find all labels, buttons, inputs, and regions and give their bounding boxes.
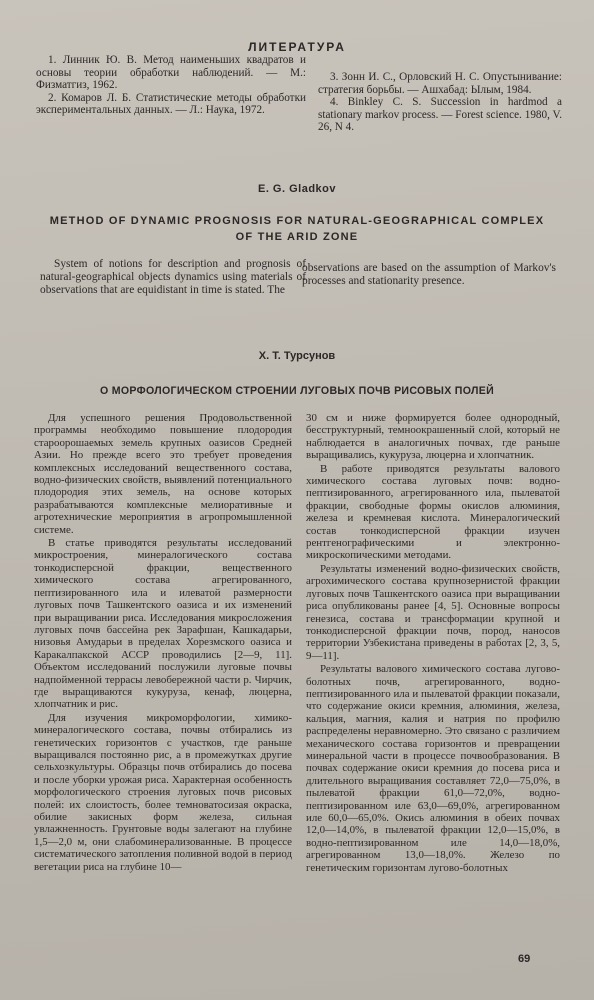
body-paragraph: Результаты валового химического состава лугово-болотных почв, агрегированного, водно-пептизированного ила и пылеватой фракции показали, что содержание окиси кремния, алюминия, железа, кальция, магния, калия и натрия по профилю распределены неравномерно. Это связано с различием механического состава горизонтов и превращении минеральной части в процессе почвообразования. В почвах содержание окиси кремния до посева риса и длительного выращивания составляет 72,0—75,0%, в пылеватой фракции 61,0—72,0%, водно-пептизированном иле 63,0—69,0%, агрегированном иле 60,0—65,0%. Окись алюминия в обеих почвах 12,0—14,0%, в пылеватой фракции 12,0—15,0%, в водно-пептизированном иле 14,0—18,0%, агрегированном 13,0—18,0%. Железо по генетическим горизонтам лугово-болотных (306, 663, 560, 874)
references-left-column (36, 54, 306, 117)
page-number: 69 (518, 953, 531, 965)
article-ru-author: Х. Т. Турсунов (258, 350, 336, 362)
references-right-column (318, 71, 562, 134)
references-heading: ЛИТЕРАТУРА (248, 40, 346, 54)
reference-item: 4. Binkley C. S. Succession in hardmod a stationary markov process. — Forest science. 1980, V. 26, N 4. (318, 96, 562, 134)
reference-item: 1. Линник Ю. В. Метод наименьших квадратов и основы теории обработки наблюдений. — М.: Физматгиз, 1962. (36, 54, 306, 92)
body-paragraph: Для успешного решения Продовольственной программы необходимо повышение плодородия староорошаемых земель крупных оазисов Средней Азии. Но прежде всего это требует проведения комплексных исследований вещественного состава, водно-физических свойств, выявлений потенциального плодородия этих земель, на основе которых разрабатываются комплексные мелиоративные и агротехнические мероприятия в агропромышленной системе. (34, 412, 292, 536)
body-right-column (306, 412, 560, 875)
article-en-title: METHOD OF DYNAMIC PROGNOSIS FOR NATURAL-GEOGRAPHICAL COMPLEX OF THE ARID ZONE (49, 215, 545, 243)
reference-item: 2. Комаров Л. Б. Статистические методы обработки экспериментальных данных. — Л.: Наука, 1972. (36, 91, 306, 117)
body-paragraph: Результаты изменений водно-физических свойств, агрохимического состава крупнозернистой фракции луговых почв Ташкентского оазиса при выращивании риса опубликованы ранее [4, 5]. Основные вопросы генезиса, состава и трансформации крупной и тонкодисперсной фракции почв, пород, наносов территории Узбекистана приведены в работах [2, 3, 5, 9—11]. (306, 562, 560, 662)
article-en-author: E. G. Gladkov (257, 183, 337, 195)
abstract-text: System of notions for description and prognosis of natural-geographical objects dynamics using materials of observations that are equidistant in time is stated. The (40, 258, 306, 296)
body-paragraph: Для изучения микроморфологии, химико-минералогического состава, почвы отбирались из генетических горизонтов с участков, где раньше выращивался постоянно рис, а в промежутках другие сельхозкультуры. Образцы почв отбирались до посева и после уборки урожая риса. Характерная особенность морфологического строения луговых почв рисовых полей: их слоистость, более темноватосизая окраска, обилие закисных форм железа, сильная увлажненность. Грунтовые воды залегают на глубине 1,5—2,0 м, они слабоминерализованные. В процессе систематического затопления поливной водой в период вегетации риса на глубине 10— (34, 711, 292, 873)
abstract-right-column (302, 262, 556, 289)
body-paragraph: 30 см и ниже формируется более однородный, бесструктурный, темноокрашенный слой, который не наблюдается в аналогичных почвах, где раньше выращивались, кукуруза, люцерна и хлопчатник. (306, 412, 560, 462)
abstract-left-column (40, 258, 306, 297)
body-paragraph: В статье приводятся результаты исследований микростроения, минералогического состава тонкодисперсной фракции, вещественного химического состава агрегированного, пептизированного ила и илеватой размерности луговых почв Ташкентского оазиса и их изменений при выращивании риса. Исследования микросложения луговых почв бассейна рек Зарафшан, Кашкадарьи, низовья Амударьи в пределах Хорезмского оазиса и Каракалпакской АССР проводились [2—9, 11]. Объектом исследований послужили луговые почвы надпойменной террасы левобережной части р. Чирчик, где выращиваются кукуруза, кенаф, люцерна, хлопчатник и рис. (34, 537, 292, 711)
body-paragraph: В работе приводятся результаты валового химического состава луговых почв: водно-пептизированного, агрегированного ила, пылеватой фракции, свободные формы окислов алюминия, железа и кремневая кислота. Минералогический состав тонкодисперсной фракции изучен рентгенографическими и электронно-микроскопическими методами. (306, 462, 560, 562)
reference-item: 3. Зонн И. С., Орловский Н. С. Опустынивание: стратегия борьбы. — Ашхабад: Ылым, 1984. (318, 71, 562, 96)
abstract-text: observations are based on the assumption of Markov's processes and stationarity presence. (302, 262, 556, 287)
body-left-column (34, 412, 292, 874)
article-ru-title: О МОРФОЛОГИЧЕСКОМ СТРОЕНИИ ЛУГОВЫХ ПОЧВ РИСОВЫХ ПОЛЕЙ (99, 385, 495, 397)
